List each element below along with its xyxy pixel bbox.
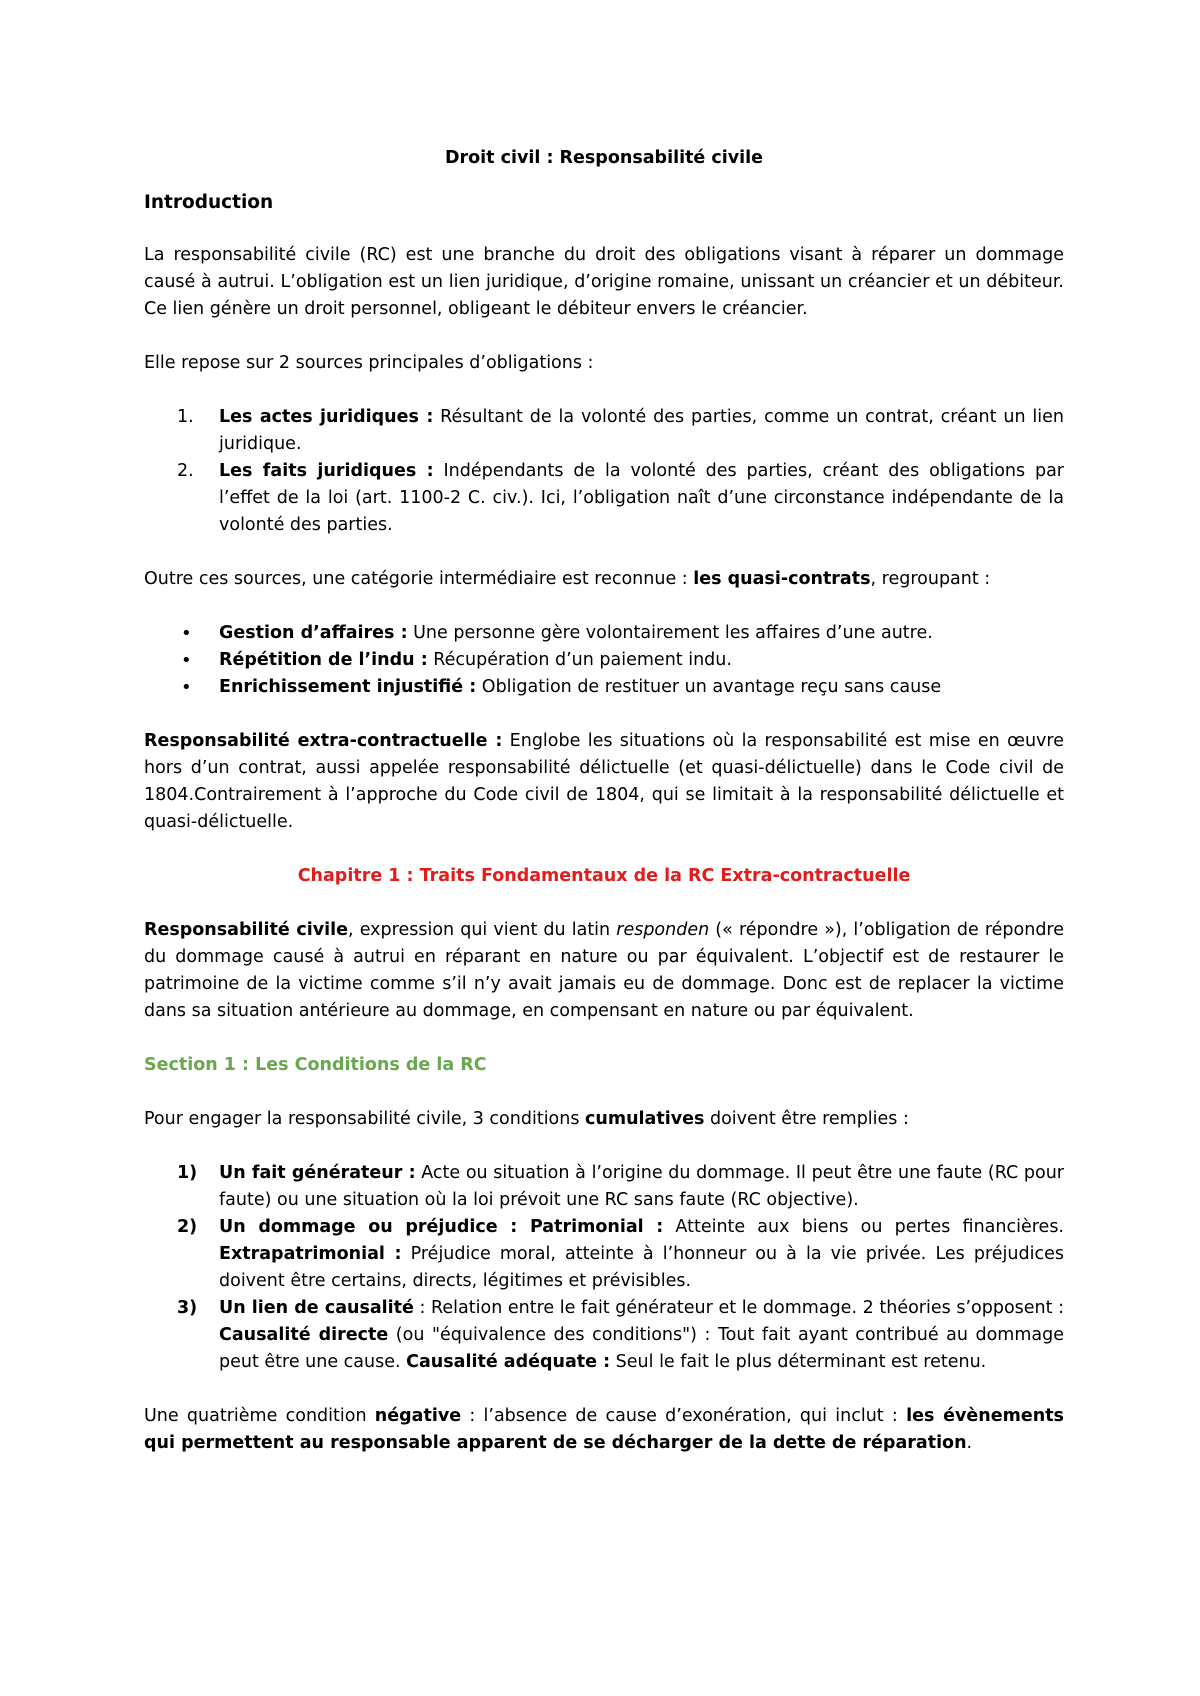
- list-item: [144, 1160, 1064, 1214]
- list-text: Récupération d’un paiement indu.: [427, 650, 732, 670]
- chapter-heading: Chapitre 1 : Traits Fondamentaux de la RC Extra-contractuelle: [297, 866, 911, 886]
- negative-condition-paragraph: [144, 1403, 1064, 1457]
- paragraph-term: négative: [374, 1406, 462, 1426]
- latin-term: responden: [616, 920, 710, 940]
- conditions-list: [144, 1160, 1064, 1376]
- document-body: [144, 145, 1064, 1457]
- quasi-contracts-lead: [144, 566, 1064, 593]
- lead-text: Outre ces sources, une catégorie intermédiaire est reconnue :: [144, 569, 694, 589]
- list-subterm: Patrimonial :: [517, 1217, 664, 1237]
- section-heading: Section 1 : Les Conditions de la RC: [144, 1055, 487, 1075]
- list-text: : Relation entre le fait générateur et le dommage. 2 théories s’opposent :: [413, 1298, 1065, 1318]
- list-text: Indépendants de la volonté des parties, créant des obligations par l’effet de la loi (art. 1100-2 C. civ.). Ici, l’obligation naît d’une circonstance indépendante de la volonté des parties.: [219, 461, 1064, 535]
- list-marker: 3): [177, 1298, 198, 1318]
- bullet-icon: •: [181, 623, 192, 644]
- lead-term: cumulatives: [585, 1109, 705, 1129]
- conditions-lead: [144, 1106, 1064, 1133]
- list-text: Une personne gère volontairement les affaires d’une autre.: [407, 623, 933, 643]
- lead-term: les quasi-contrats: [693, 569, 871, 589]
- list-marker: 2.: [177, 461, 194, 481]
- list-term: Les actes juridiques :: [219, 407, 434, 427]
- paragraph-text: Une quatrième condition: [144, 1406, 375, 1426]
- paragraph-text: .: [966, 1433, 973, 1453]
- civil-liability-paragraph: [144, 917, 1064, 1025]
- extra-contractual-paragraph: [144, 728, 1064, 836]
- paragraph-term: Responsabilité extra-contractuelle :: [144, 731, 503, 751]
- sources-list: [144, 404, 1064, 539]
- list-item: [144, 674, 1064, 701]
- lead-text: Pour engager la responsabilité civile, 3 conditions: [144, 1109, 586, 1129]
- list-item: [144, 620, 1064, 647]
- list-text: Obligation de restituer un avantage reçu sans cause: [476, 677, 942, 697]
- document-title: Droit civil : Responsabilité civile: [444, 148, 764, 168]
- list-term: Un dommage ou préjudice :: [219, 1217, 518, 1237]
- lead-text: , regroupant :: [870, 569, 991, 589]
- paragraph-text: Englobe les situations où la responsabilité est mise en œuvre hors d’un contrat, aussi appelée responsabilité délictuelle (et quasi-délictuelle) dans le Code civil de 1804.Contrairement à l’approche du Code civil de 1804, qui se limitait à la responsabilité délictuelle et quasi-délictuelle.: [144, 731, 1064, 832]
- list-item: [144, 647, 1064, 674]
- list-term: Les faits juridiques :: [219, 461, 434, 481]
- paragraph-term: les évènements qui permettent au responsable apparent de se décharger de la dette de réparation: [144, 1406, 1064, 1453]
- sources-lead: Elle repose sur 2 sources principales d’obligations :: [144, 353, 594, 373]
- list-text: Préjudice moral, atteinte à l’honneur ou à la vie privée. Les préjudices doivent être certains, directs, légitimes et prévisibles.: [219, 1244, 1064, 1291]
- list-term: Enrichissement injustifié :: [219, 677, 477, 697]
- list-text: Résultant de la volonté des parties, comme un contrat, créant un lien juridique.: [219, 407, 1064, 454]
- list-marker: 2): [177, 1217, 198, 1237]
- list-term: Un lien de causalité: [219, 1298, 414, 1318]
- lead-text: doivent être remplies :: [704, 1109, 909, 1129]
- list-subterm: Causalité directe: [219, 1325, 389, 1345]
- bullet-icon: •: [181, 677, 192, 698]
- list-text: Seul le fait le plus déterminant est retenu.: [610, 1352, 987, 1372]
- intro-paragraph: La responsabilité civile (RC) est une branche du droit des obligations visant à réparer un dommage causé à autrui. L’obligation est un lien juridique, d’origine romaine, unissant un créancier et un débiteur. Ce lien génère un droit personnel, obligeant le débiteur envers le créancier.: [144, 245, 1064, 319]
- quasi-contracts-list: [144, 620, 1064, 701]
- bullet-icon: •: [181, 650, 192, 671]
- list-text: (ou "équivalence des conditions") : Tout fait ayant contribué au dommage peut être une cause.: [219, 1325, 1064, 1372]
- list-item: [144, 404, 1064, 458]
- paragraph-term: Responsabilité civile: [144, 920, 349, 940]
- list-marker: 1): [177, 1163, 198, 1183]
- paragraph-text: : l’absence de cause d’exonération, qui inclut :: [461, 1406, 907, 1426]
- list-marker: 1.: [177, 407, 194, 427]
- list-term: Un fait générateur :: [219, 1163, 416, 1183]
- list-term: Répétition de l’indu :: [219, 650, 428, 670]
- list-subterm: Extrapatrimonial :: [219, 1244, 402, 1264]
- list-text: Atteinte aux biens ou pertes financières.: [663, 1217, 1064, 1237]
- list-text: Acte ou situation à l’origine du dommage. Il peut être une faute (RC pour faute) ou une situation où la loi prévoit une RC sans faute (RC objective).: [219, 1163, 1064, 1210]
- list-subterm: Causalité adéquate :: [406, 1352, 611, 1372]
- list-item: [144, 1295, 1064, 1376]
- list-item: [144, 1214, 1064, 1295]
- introduction-heading: Introduction: [144, 192, 274, 213]
- paragraph-text: (« répondre »), l’obligation de répondre du dommage causé à autrui en réparant en nature ou par équivalent. L’objectif est de restaurer le patrimoine de la victime comme s’il n’y avait jamais eu de dommage. Donc est de replacer la victime dans sa situation antérieure au dommage, en compensant en nature ou par équivalent.: [144, 920, 1065, 1021]
- list-item: [144, 458, 1064, 539]
- paragraph-text: , expression qui vient du latin: [348, 920, 617, 940]
- list-term: Gestion d’affaires :: [219, 623, 408, 643]
